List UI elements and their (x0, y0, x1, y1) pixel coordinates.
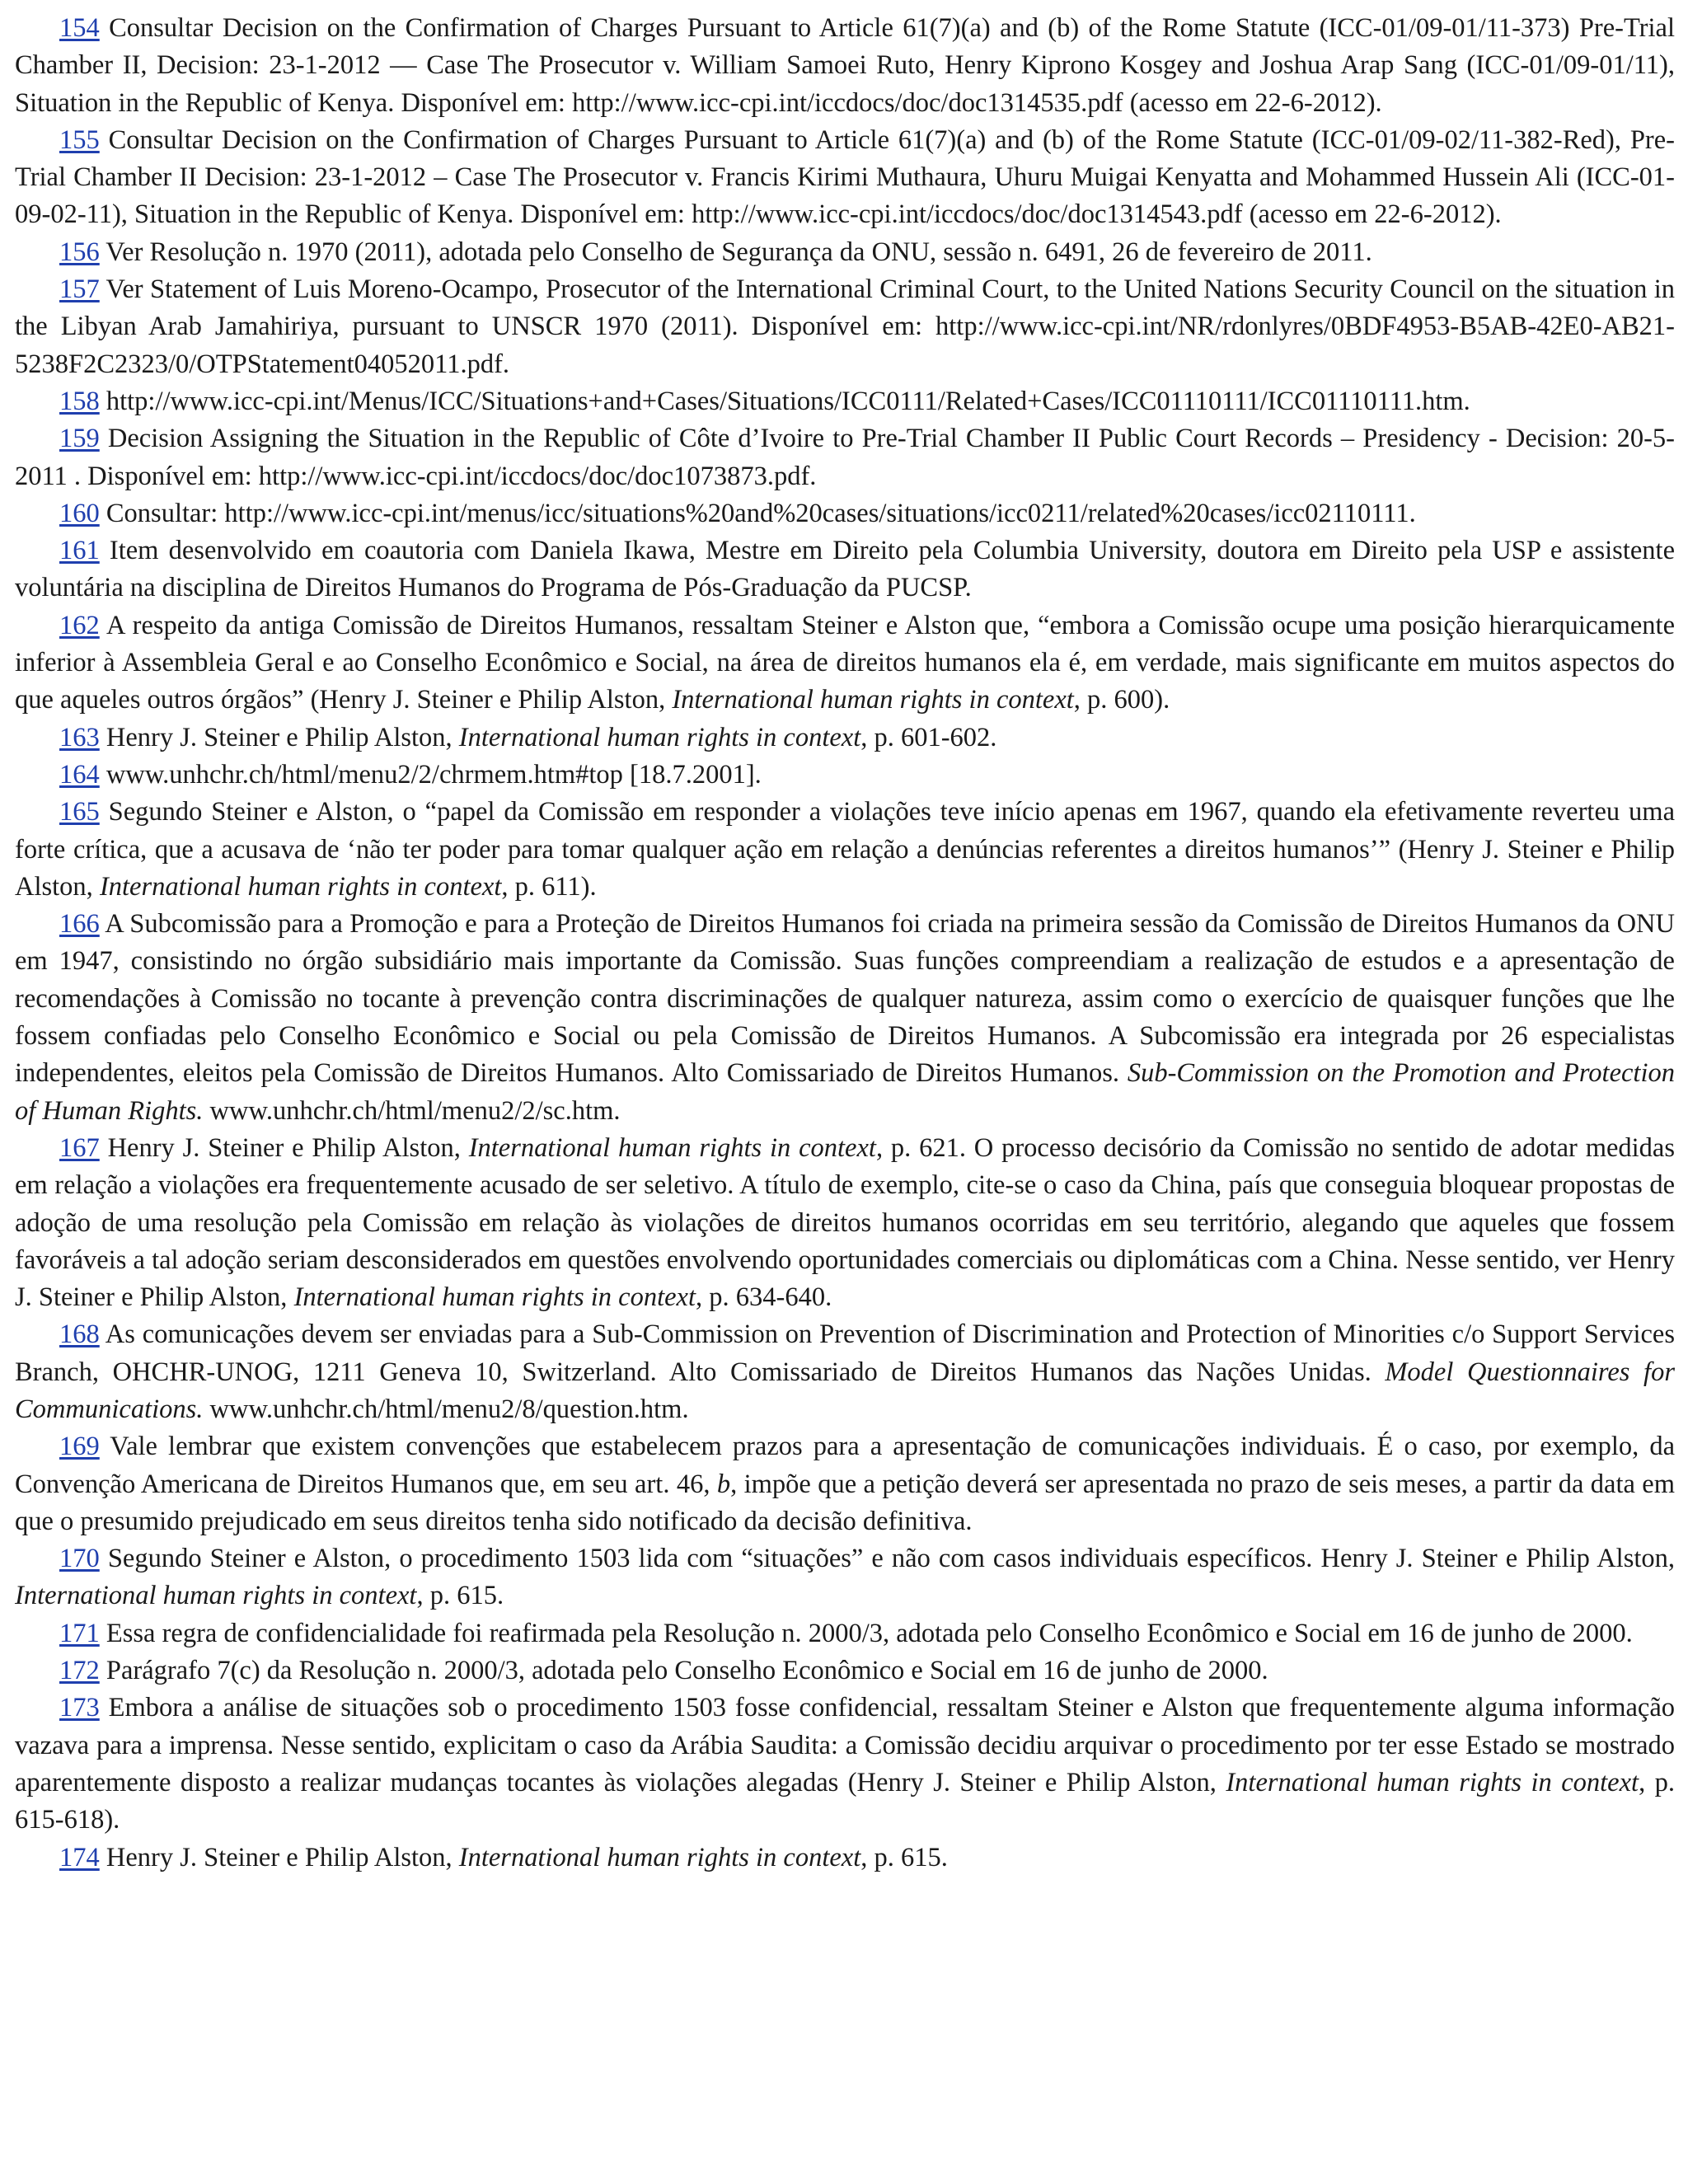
footnote-backlink-166[interactable]: 166 (59, 909, 100, 940)
footnote-171 (15, 1615, 1675, 1652)
footnote-text: Ver Statement of Luis Moreno-Ocampo, Prosecutor of the International Criminal Court, to the United Nations Security Council on the situation in the Libyan Arab Jamahiriya, pursuant to UNSCR 1970 (2011). Disponível em: http://www.icc-cpi.int/NR/rdonlyres/0BDF4953-B5AB-42E0-AB21-5238F2C2323/0/OTPStatement04052011.pdf. (15, 274, 1675, 379)
footnote-text: Segundo Steiner e Alston, o procedimento 1503 lida com “situações” e não com casos individuais específicos. Henry J. Steiner e Philip Alston, (99, 1544, 1675, 1574)
footnote-backlink-170[interactable]: 170 (59, 1544, 100, 1574)
footnote-backlink-159[interactable]: 159 (59, 424, 100, 454)
footnote-text: , p. 615. (416, 1581, 504, 1611)
footnote-text: A respeito da antiga Comissão de Direitos Humanos, ressaltam Steiner e Alston que, “embora a Comissão ocupe uma posição hierarquicamente inferior à Assembleia Geral e ao Conselho Econômico e Social, na área de direitos humanos ela é, em verdade, mais significante em muitos aspectos do que aqueles outros órgãos” (Henry J. Steiner e Philip Alston, (15, 610, 1675, 715)
footnote-167 (15, 1130, 1675, 1316)
footnote-italic-text: International human rights in context (458, 1842, 861, 1872)
footnote-160 (15, 495, 1675, 532)
footnote-backlink-168[interactable]: 168 (59, 1319, 100, 1350)
footnote-text: , impõe que a petição deverá ser apresentada no prazo de seis meses, a partir da data em que o presumido prejudicado em seus direitos tenha sido notificado da decisão definitiva. (15, 1469, 1675, 1536)
footnote-backlink-174[interactable]: 174 (59, 1842, 100, 1872)
footnote-text: , p. 601-602. (860, 722, 997, 752)
footnote-backlink-164[interactable]: 164 (59, 759, 100, 790)
footnote-154 (15, 10, 1675, 122)
footnote-text: , p. 600). (1073, 685, 1170, 715)
footnote-backlink-173[interactable]: 173 (59, 1693, 100, 1723)
footnote-text: Henry J. Steiner e Philip Alston, (99, 1132, 469, 1163)
footnote-text: Essa regra de confidencialidade foi reafirmada pela Resolução n. 2000/3, adotada pelo Conselho Econômico e Social em 16 de junho de 2000. (99, 1618, 1633, 1648)
footnote-text: www.unhchr.ch/html/menu2/8/question.htm. (203, 1394, 689, 1424)
footnote-161 (15, 532, 1675, 607)
footnote-173 (15, 1690, 1675, 1839)
footnote-text: A Subcomissão para a Promoção e para a Proteção de Direitos Humanos foi criada na primeira sessão da Comissão de Direitos Humanos da ONU em 1947, consistindo no órgão subsidiário mais importante da Comissão. Suas funções compreendiam a realização de estudos e a apresentação de recomendações à Comissão no tocante à prevenção contra discriminações de qualquer natureza, assim como o exercício de quaisquer funções que lhe fossem confiadas pelo Conselho Econômico e Social ou pela Comissão de Direitos Humanos. A Subcomissão era integrada por 26 especialistas independentes, eleitos pela Comissão de Direitos Humanos. Alto Comissariado de Direitos Humanos. (15, 909, 1675, 1089)
footnote-backlink-155[interactable]: 155 (59, 124, 100, 155)
footnote-text: Parágrafo 7(c) da Resolução n. 2000/3, adotada pelo Conselho Econômico e Social em 16 de junho de 2000. (99, 1656, 1268, 1686)
footnote-text: , p. 634-640. (696, 1282, 832, 1313)
footnote-text: , p. 615-618). (15, 1767, 1676, 1835)
footnote-163 (15, 719, 1675, 757)
footnote-backlink-154[interactable]: 154 (59, 13, 100, 43)
footnote-italic-text: Model Questionnaires for Communications. (15, 1357, 1675, 1424)
footnote-italic-text: Sub-Commission on the Promotion and Protection of Human Rights. (15, 1058, 1675, 1126)
footnote-backlink-160[interactable]: 160 (59, 498, 100, 528)
footnote-backlink-163[interactable]: 163 (59, 722, 100, 752)
footnote-text: http://www.icc-cpi.int/Menus/ICC/Situations+and+Cases/Situations/ICC0111/Related+Cases/ICC01110111/ICC01110111.htm. (99, 386, 1470, 416)
footnote-text: , p. 615. (860, 1842, 948, 1872)
footnote-text: , p. 611). (501, 871, 597, 902)
footnote-italic-text: International human rights in context (15, 1581, 417, 1611)
footnote-text: Ver Resolução n. 1970 (2011), adotada pelo Conselho de Segurança da ONU, sessão n. 6491, 26 de fevereiro de 2011. (99, 237, 1372, 267)
footnote-italic-text: International human rights in context (458, 722, 861, 752)
footnote-174 (15, 1840, 1675, 1877)
footnote-159 (15, 420, 1675, 495)
footnote-text: , p. 621. O processo decisório da Comissão no sentido de adotar medidas em relação a violações era frequentemente acusado de ser seletivo. A título de exemplo, cite-se o caso da China, país que conseguia bloquear propostas de adoção de uma resolução pela Comissão em relação às violações de direitos humanos ocorridas em seu território, alegando que aqueles que fossem favoráveis a tal adoção seriam desconsiderados em questões envolvendo oportunidades comerciais ou diplomáticas com a China. Nesse sentido, ver Henry J. Steiner e Philip Alston, (15, 1132, 1675, 1313)
footnote-text: Embora a análise de situações sob o procedimento 1503 fosse confidencial, ressaltam Steiner e Alston que frequentemente alguma informação vazava para a imprensa. Nesse sentido, explicitam o caso da Arábia Saudita: a Comissão decidiu arquivar o procedimento por ter esse Estado se mostrado aparentemente disposto a realizar mudanças tocantes às violações alegadas (Henry J. Steiner e Philip Alston, (15, 1693, 1675, 1797)
footnote-164 (15, 757, 1675, 794)
footnote-italic-text: International human rights in context (293, 1282, 696, 1313)
footnote-158 (15, 383, 1675, 420)
footnote-172 (15, 1652, 1675, 1690)
footnote-text: Consultar Decision on the Confirmation of Charges Pursuant to Article 61(7)(a) and (b) of the Rome Statute (ICC-01/09-02/11-382-Red), Pre-Trial Chamber II Decision: 23-1-2012 – Case The Prosecutor v. Francis Kirimi Muthaura, Uhuru Muigai Kenyatta and Mohammed Hussein Ali (ICC-01-09-02-11), Situation in the Republic of Kenya. Disponível em: http://www.icc-cpi.int/iccdocs/doc/doc1314543.pdf (acesso em 22-6-2012). (15, 124, 1675, 230)
footnote-text: Henry J. Steiner e Philip Alston, (99, 1842, 459, 1872)
footnote-156 (15, 234, 1675, 271)
footnote-text: Henry J. Steiner e Philip Alston, (99, 722, 459, 752)
footnote-italic-text: International human rights in context (468, 1132, 876, 1163)
footnote-text: www.unhchr.ch/html/menu2/2/chrmem.htm#top [18.7.2001]. (99, 759, 762, 790)
footnote-text: www.unhchr.ch/html/menu2/2/sc.htm. (203, 1095, 621, 1126)
footnote-text: Consultar Decision on the Confirmation of Charges Pursuant to Article 61(7)(a) and (b) of the Rome Statute (ICC-01/09-01/11-373) Pre-Trial Chamber II, Decision: 23-1-2012 — Case The Prosecutor v. William Samoei Ruto, Henry Kiprono Kosgey and Joshua Arap Sang (ICC-01/09-01/11), Situation in the Republic of Kenya. Disponível em: http://www.icc-cpi.int/iccdocs/doc/doc1314535.pdf (acesso em 22-6-2012). (15, 13, 1675, 118)
footnote-166 (15, 906, 1675, 1130)
footnote-170 (15, 1540, 1675, 1615)
footnote-168 (15, 1316, 1675, 1428)
footnote-text: As comunicações devem ser enviadas para a Sub-Commission on Prevention of Discrimination and Protection of Minorities c/o Support Services Branch, OHCHR-UNOG, 1211 Geneva 10, Switzerland. Alto Comissariado de Direitos Humanos das Nações Unidas. (15, 1319, 1675, 1387)
footnote-text: Segundo Steiner e Alston, o “papel da Comissão em responder a violações teve início apenas em 1967, quando ela efetivamente reverteu uma forte crítica, que a acusava de ‘não ter poder para tomar qualquer ação em relação a denúncias referentes a direitos humanos’” (Henry J. Steiner e Philip Alston, (15, 797, 1675, 902)
footnote-165 (15, 794, 1675, 906)
footnote-backlink-162[interactable]: 162 (59, 610, 100, 640)
footnote-backlink-161[interactable]: 161 (59, 536, 100, 566)
footnote-text: Decision Assigning the Situation in the Republic of Côte d’Ivoire to Pre-Trial Chamber II Public Court Records – Presidency - Decision: 20-5-2011 . Disponível em: http://www.icc-cpi.int/iccdocs/doc/doc1073873.pdf. (15, 424, 1675, 491)
footnote-backlink-158[interactable]: 158 (59, 386, 100, 416)
footnote-text: Consultar: http://www.icc-cpi.int/menus/icc/situations%20and%20cases/situations/icc0211/related%20cases/icc02110111. (99, 498, 1416, 528)
footnote-backlink-172[interactable]: 172 (59, 1656, 100, 1686)
footnote-backlink-169[interactable]: 169 (59, 1432, 100, 1462)
footnote-169 (15, 1428, 1675, 1540)
footnote-backlink-157[interactable]: 157 (59, 274, 100, 305)
footnote-italic-text: b (716, 1469, 731, 1499)
footnote-157 (15, 271, 1675, 383)
footnote-text: Vale lembrar que existem convenções que estabelecem prazos para a apresentação de comunicações individuais. É o caso, por exemplo, da Convenção Americana de Direitos Humanos que, em seu art. 46, (15, 1432, 1675, 1499)
footnote-backlink-165[interactable]: 165 (59, 797, 100, 827)
footnote-155 (15, 122, 1675, 234)
footnote-italic-text: International human rights in context (672, 685, 1074, 715)
footnote-italic-text: International human rights in context (99, 871, 502, 902)
footnote-backlink-171[interactable]: 171 (59, 1618, 100, 1648)
footnote-text: Item desenvolvido em coautoria com Daniela Ikawa, Mestre em Direito pela Columbia University, doutora em Direito pela USP e assistente voluntária na disciplina de Direitos Humanos do Programa de Pós-Graduação da PUCSP. (15, 536, 1675, 603)
footnote-backlink-156[interactable]: 156 (59, 237, 100, 267)
footnote-162 (15, 607, 1675, 719)
footnote-backlink-167[interactable]: 167 (59, 1132, 100, 1163)
footnote-italic-text: International human rights in context (1226, 1767, 1639, 1797)
